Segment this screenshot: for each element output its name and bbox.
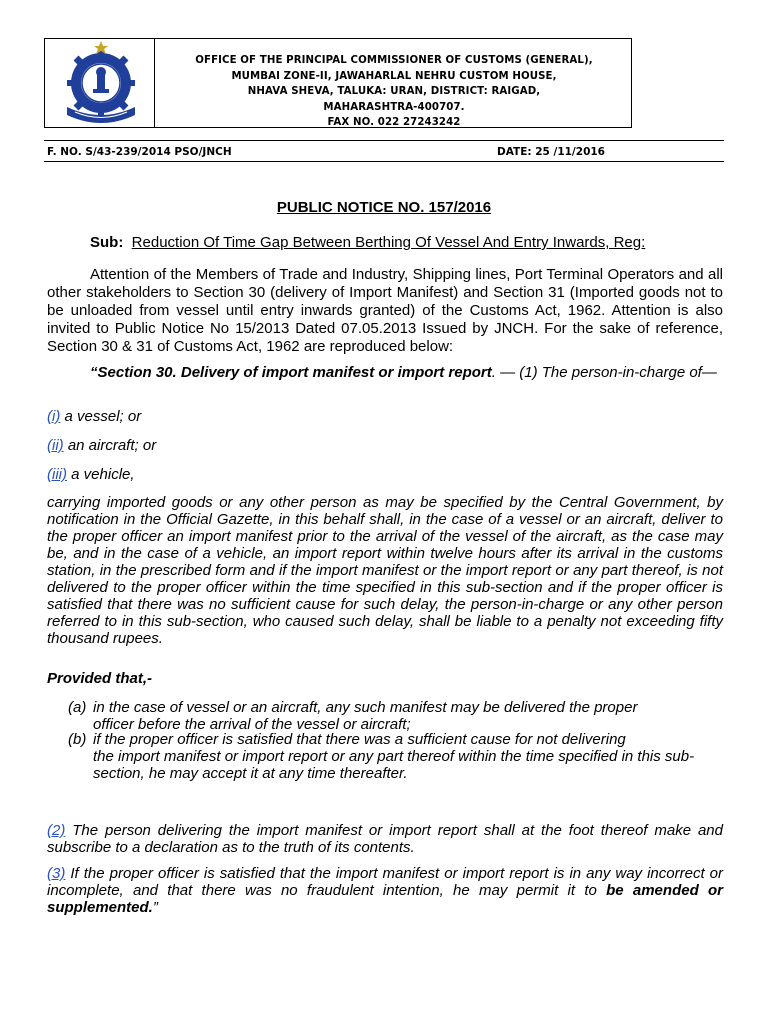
logo-cell	[45, 39, 155, 127]
file-number: F. NO. S/43-239/2014 PSO/JNCH	[47, 146, 232, 158]
clause-link[interactable]: (iii)	[47, 466, 67, 483]
proviso-item: (b) if the proper officer is satisfied that there was a sufficient cause for not delivering the import manifest or import report or any part thereof within the time specified in this sub-section, he may accept it at any time thereafter.	[68, 731, 695, 782]
clause-item: (iii) a vehicle,	[47, 466, 135, 483]
office-line: OFFICE OF THE PRINCIPAL COMMISSIONER OF CUSTOMS (GENERAL),	[195, 55, 593, 66]
section-30-title: “Section 30. Delivery of import manifest or import report	[90, 364, 492, 381]
section-30-body: carrying imported goods or any other person as may be specified by the Central Government, by notification in the Official Gazette, in this behalf shall, in the case of a vessel or an aircraft, deliver to the proper officer an import manifest prior to the arrival of the vessel of the aircraft, as the case may be, and in the case of a vehicle, an import report within twelve hours after its arrival in the customs station, in the prescribed form and if the import manifest or the import report or any part thereof, is not delivered to the proper officer within the time specified in this sub-section and if the proper officer is satisfied that there was no sufficient cause for such delay, the person-in-charge or any other person referred to in this sub-section, who caused such delay, shall be liable to a penalty not exceeding fifty thousand rupees.	[47, 494, 723, 647]
subsection-3-link[interactable]: (3)	[47, 865, 66, 882]
office-line: FAX NO. 022 27243242	[327, 117, 461, 129]
header-rule-bottom	[44, 161, 724, 162]
subsection-2: (2) The person delivering the import manifest or import report shall at the foot thereof make and subscribe to a declaration as to the truth of its contents.	[47, 822, 723, 856]
office-line: NHAVA SHEVA, TALUKA: URAN, DISTRICT: RAIGAD,	[247, 86, 541, 98]
clause-item: (ii) an aircraft; or	[47, 437, 157, 454]
subsection-3: (3) If the proper officer is satisfied that the import manifest or import report is in any way incorrect or incomplete, and that there was no fraudulent intention, he may permit it to be amended or supplemented.”	[47, 865, 724, 916]
customs-emblem-logo	[55, 39, 147, 127]
notice-title: PUBLIC NOTICE NO. 157/2016	[276, 199, 492, 216]
proviso-label: (a)	[68, 699, 87, 716]
section-30-heading	[47, 364, 723, 382]
subject-text: Reduction Of Time Gap Between Berthing Of Vessel And Entry Inwards, Reg:	[131, 234, 646, 251]
office-line: MAHARASHTRA-400707.	[323, 101, 465, 113]
section-30-title-tail: . — (1) The person-in-charge of—	[491, 364, 717, 381]
office-address	[157, 53, 631, 131]
proviso-label: (b)	[68, 731, 87, 748]
clause-item: (i) a vessel; or	[47, 408, 142, 425]
subject-label: Sub:	[90, 234, 124, 251]
subject-line	[47, 234, 723, 252]
header-rule-top	[44, 140, 724, 141]
letterhead-box	[44, 38, 632, 128]
office-line: MUMBAI ZONE-II, JAWAHARLAL NEHRU CUSTOM HOUSE,	[231, 70, 557, 82]
intro-paragraph	[47, 266, 723, 356]
subsection-2-link[interactable]: (2)	[47, 822, 66, 839]
intro-text: Attention of the Members of Trade and Industry, Shipping lines, Port Terminal Operators and all other stakeholders to Section 30 (delivery of Import Manifest) and Section 31 (Imported goods not to be unloaded from vessel until entry inwards granted) of the Customs Act, 1962. Attention is also invited to Public Notice No 15/2013 Dated 07.05.2013 Issued by JNCH. For the sake of reference, Section 30 & 31 of Customs Act, 1962 are reproduced below:	[47, 266, 723, 355]
proviso-item: (a) in the case of vessel or an aircraft, any such manifest may be delivered the proper officer before the arrival of the vessel or aircraft;	[68, 699, 638, 733]
clause-link[interactable]: (i)	[47, 408, 61, 425]
provided-heading: Provided that,-	[47, 670, 153, 687]
clause-link[interactable]: (ii)	[47, 437, 64, 454]
notice-date: DATE: 25 /11/2016	[497, 146, 605, 158]
